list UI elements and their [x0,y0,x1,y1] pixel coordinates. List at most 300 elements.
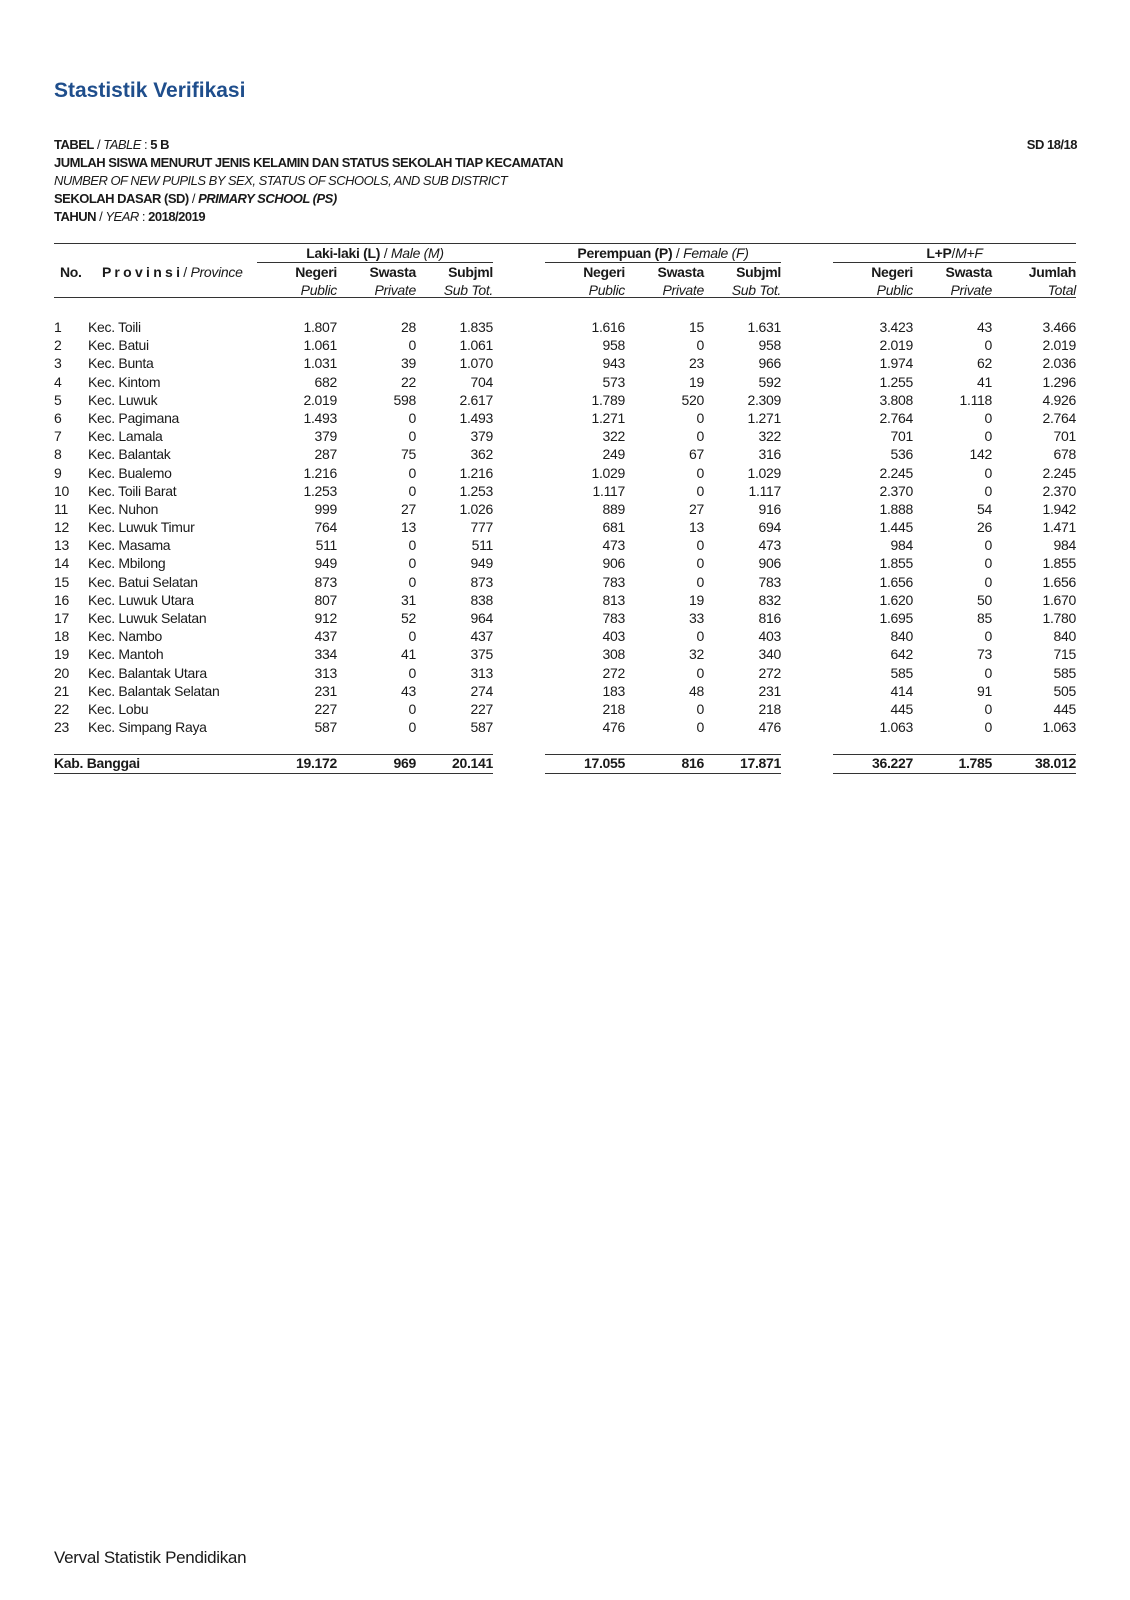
cell-t-pub: 642 [890,646,913,663]
cell-f-priv: 0 [696,464,704,481]
cell-t-tot: 1.855 [1042,555,1076,572]
cell-no: 7 [54,428,62,445]
cell-m-pub: 999 [314,500,337,517]
cell-no: 4 [54,373,62,390]
cell-name: Kec. Lamala [88,428,163,445]
cell-t-tot: 2.245 [1042,464,1076,481]
table-row [0,465,1130,483]
cell-m-sub: 437 [470,628,493,645]
cell-t-pub: 3.423 [879,319,913,335]
cell-f-priv: 48 [689,682,704,699]
cell-f-sub: 958 [758,337,781,354]
cell-m-sub: 1.253 [459,482,493,499]
male-heading-id: Laki-laki (L) [306,245,381,261]
cell-m-sub: 313 [470,664,493,681]
cell-name: Kec. Bualemo [88,464,172,481]
cell-no: 1 [54,319,62,335]
cell-f-pub: 218 [602,700,625,717]
female-heading-id: Perempuan (P) [577,245,673,261]
cell-t-tot: 585 [1053,664,1076,681]
cell-t-tot: 505 [1053,682,1076,699]
cell-f-sub: 473 [758,537,781,554]
table-row [0,610,1130,628]
cell-f-sub: 2.309 [747,391,781,408]
cell-t-pub: 1.656 [879,573,913,590]
cell-t-priv: 85 [977,610,992,626]
cell-f-pub: 813 [602,591,625,608]
cell-f-priv: 13 [689,519,704,536]
cell-f-pub: 403 [602,628,625,645]
cell-f-pub: 1.117 [592,482,625,499]
cell-t-priv: 0 [984,537,992,554]
cell-f-sub: 816 [758,610,781,626]
cell-no: 19 [54,646,69,663]
cell-m-sub: 873 [470,573,493,590]
cell-m-priv: 28 [401,319,416,335]
cell-f-pub: 183 [602,682,625,699]
cell-no: 13 [54,537,69,554]
cell-f-sub: 966 [758,355,781,372]
col-male-subtotal: Subjml [448,264,493,280]
cell-t-tot: 2.764 [1042,409,1076,426]
cell-no: 3 [54,355,62,372]
total-grand: 38.012 [1034,755,1076,771]
col-total-public: Negeri [871,264,913,280]
cell-m-sub: 949 [470,555,493,572]
cell-name: Kec. Batui [88,337,149,354]
cell-f-priv: 0 [696,664,704,681]
cell-f-priv: 0 [696,719,704,736]
total-rule-bottom-right [833,773,1076,774]
cell-m-priv: 52 [401,610,416,626]
cell-m-pub: 287 [314,446,337,463]
year-line: TAHUN / YEAR : 2018/2019 [54,209,206,224]
cell-m-sub: 964 [470,610,493,626]
cell-t-pub: 1.445 [879,519,913,536]
cell-name: Kec. Masama [88,537,171,554]
cell-f-sub: 906 [758,555,781,572]
cell-name: Kec. Simpang Raya [88,719,207,736]
cell-f-pub: 1.271 [591,409,625,426]
cell-m-sub: 274 [470,682,493,699]
table-row [0,683,1130,701]
table-label-line: TABEL / TABLE : 5 B [54,137,170,152]
cell-t-priv: 0 [984,719,992,736]
table-row [0,355,1130,373]
col-male-private: Swasta [369,264,416,280]
cell-name: Kec. Luwuk [88,391,158,408]
cell-f-priv: 27 [689,500,704,517]
cell-m-sub: 1.026 [459,500,493,517]
cell-t-priv: 43 [977,319,992,335]
col-female-public-en: Public [588,282,625,298]
col-total-private: Swasta [945,264,992,280]
cell-f-pub: 272 [602,664,625,681]
cell-f-sub: 832 [758,591,781,608]
cell-name: Kec. Luwuk Selatan [88,610,207,626]
cell-t-priv: 142 [969,446,992,463]
cell-no: 10 [54,482,69,499]
cell-f-pub: 473 [602,537,625,554]
table-row [0,519,1130,537]
cell-t-pub: 2.019 [879,337,913,354]
cell-f-sub: 316 [758,446,781,463]
total-female-subtotal: 17.871 [739,755,781,771]
cell-f-sub: 403 [758,628,781,645]
cell-t-tot: 701 [1053,428,1076,445]
cell-t-priv: 0 [984,573,992,590]
cell-name: Kec. Balantak Selatan [88,682,220,699]
cell-t-tot: 1.296 [1042,373,1076,390]
cell-t-pub: 2.370 [879,482,913,499]
col-male-public-en: Public [300,282,337,298]
cell-m-sub: 375 [470,646,493,663]
cell-t-priv: 0 [984,700,992,717]
cell-m-pub: 231 [314,682,337,699]
cell-f-pub: 1.029 [591,464,625,481]
cell-m-priv: 43 [401,682,416,699]
cell-no: 2 [54,337,62,354]
cell-m-priv: 0 [408,337,416,354]
cell-no: 8 [54,446,62,463]
cell-no: 12 [54,519,69,536]
cell-t-priv: 0 [984,555,992,572]
cell-t-tot: 2.370 [1042,482,1076,499]
cell-t-pub: 3.808 [879,391,913,408]
cell-t-pub: 2.764 [879,409,913,426]
table-row [0,501,1130,519]
cell-f-pub: 322 [602,428,625,445]
cell-f-pub: 958 [602,337,625,354]
cell-t-priv: 54 [977,500,992,517]
cell-m-priv: 75 [401,446,416,463]
table-row [0,719,1130,737]
cell-no: 16 [54,591,69,608]
cell-f-priv: 0 [696,482,704,499]
cell-f-sub: 1.117 [748,482,781,499]
school-level-line: SEKOLAH DASAR (SD) / PRIMARY SCHOOL (PS) [54,191,337,206]
cell-m-sub: 1.216 [459,464,493,481]
table-row [0,574,1130,592]
cell-t-priv: 0 [984,409,992,426]
cell-f-sub: 916 [758,500,781,517]
cell-no: 17 [54,610,69,626]
cell-m-priv: 27 [401,500,416,517]
cell-m-priv: 0 [408,555,416,572]
cell-f-priv: 0 [696,555,704,572]
table-row [0,628,1130,646]
cell-f-pub: 573 [602,373,625,390]
cell-t-pub: 984 [890,537,913,554]
cell-t-tot: 984 [1053,537,1076,554]
cell-m-pub: 1.031 [303,355,337,372]
page-title: Stastistik Verifikasi [54,79,246,102]
cell-m-pub: 873 [314,573,337,590]
cell-f-priv: 19 [689,373,704,390]
cell-m-pub: 313 [314,664,337,681]
cell-t-pub: 1.974 [879,355,913,372]
cell-m-priv: 0 [408,464,416,481]
table-title-en: NUMBER OF NEW PUPILS BY SEX, STATUS OF SCHOOLS, AND SUB DISTRICT [54,173,508,188]
cell-t-tot: 1.780 [1042,610,1076,626]
female-group-heading: Perempuan (P) / Female (F) [577,245,749,261]
cell-t-tot: 1.471 [1042,519,1076,536]
cell-f-priv: 520 [681,391,704,408]
cell-m-pub: 334 [314,646,337,663]
total-all-public: 36.227 [871,755,913,771]
cell-m-pub: 587 [314,719,337,736]
cell-name: Kec. Toili Barat [88,482,177,499]
total-name: Kab. Banggai [54,755,140,771]
total-rule-bottom-mid [545,773,781,774]
cell-t-tot: 715 [1053,646,1076,663]
cell-f-sub: 340 [758,646,781,663]
cell-f-priv: 0 [696,337,704,354]
cell-f-sub: 322 [758,428,781,445]
col-grand-total: Jumlah [1028,264,1076,280]
cell-m-pub: 1.807 [303,319,337,335]
cell-m-sub: 838 [470,591,493,608]
cell-t-priv: 41 [977,373,992,390]
cell-t-pub: 1.255 [879,373,913,390]
cell-f-pub: 476 [602,719,625,736]
cell-name: Kec. Pagimana [88,409,180,426]
female-heading-en: Female (F) [683,245,749,261]
cell-t-pub: 585 [890,664,913,681]
cell-m-sub: 227 [470,700,493,717]
cell-f-pub: 783 [602,610,625,626]
cell-m-sub: 1.835 [459,319,493,335]
cell-t-priv: 50 [977,591,992,608]
year-value: 2018/2019 [148,209,206,224]
total-heading-id: L+P [926,245,952,261]
cell-f-pub: 308 [602,646,625,663]
col-female-private: Swasta [657,264,704,280]
col-no: No. [60,264,82,280]
cell-f-pub: 889 [602,500,625,517]
cell-t-priv: 62 [977,355,992,372]
cell-m-sub: 511 [471,537,493,554]
cell-f-pub: 249 [602,446,625,463]
cell-m-priv: 22 [401,373,416,390]
cell-f-priv: 0 [696,700,704,717]
cell-t-tot: 4.926 [1042,391,1076,408]
cell-f-priv: 67 [689,446,704,463]
cell-name: Kec. Kintom [88,373,161,390]
cell-t-pub: 840 [890,628,913,645]
cell-m-sub: 1.061 [459,337,493,354]
cell-f-sub: 231 [758,682,781,699]
table-row [0,337,1130,355]
cell-m-priv: 31 [401,591,416,608]
cell-t-priv: 0 [984,664,992,681]
male-group-heading: Laki-laki (L) / Male (M) [306,245,444,261]
cell-t-pub: 445 [890,700,913,717]
cell-t-priv: 91 [977,682,992,699]
female-group-rule [545,262,781,263]
cell-m-pub: 1.216 [303,464,337,481]
col-female-private-en: Private [662,282,704,298]
cell-name: Kec. Luwuk Timur [88,519,195,536]
cell-m-priv: 0 [408,573,416,590]
cell-t-pub: 1.888 [879,500,913,517]
total-female-private: 816 [681,755,704,771]
cell-no: 23 [54,719,69,736]
total-rule-bottom-left [54,773,493,774]
cell-t-pub: 536 [890,446,913,463]
cell-m-pub: 227 [314,700,337,717]
cell-m-priv: 41 [401,646,416,663]
col-male-subtotal-en: Sub Tot. [443,282,493,298]
table-row [0,446,1130,464]
cell-f-priv: 15 [689,319,704,335]
cell-name: Kec. Luwuk Utara [88,591,194,608]
male-group-rule [257,262,493,263]
cell-f-pub: 906 [602,555,625,572]
cell-m-pub: 1.493 [303,409,337,426]
cell-m-pub: 912 [314,610,337,626]
cell-m-sub: 587 [470,719,493,736]
cell-t-priv: 0 [984,428,992,445]
cell-t-priv: 0 [984,482,992,499]
cell-f-sub: 1.271 [747,409,781,426]
cell-f-sub: 694 [758,519,781,536]
cell-m-priv: 13 [401,519,416,536]
cell-no: 6 [54,409,62,426]
table-row [0,319,1130,337]
cell-m-priv: 0 [408,719,416,736]
cell-t-priv: 1.118 [959,391,992,408]
page-footer: Verval Statistik Pendidikan [54,1548,247,1567]
cell-name: Kec. Nambo [88,628,163,645]
school-level-en: PRIMARY SCHOOL (PS) [198,191,337,206]
cell-t-pub: 1.620 [879,591,913,608]
cell-f-sub: 272 [758,664,781,681]
table-row [0,483,1130,501]
male-heading-en: Male (M) [390,245,444,261]
cell-m-pub: 437 [314,628,337,645]
cell-t-pub: 1.063 [879,719,913,736]
cell-f-sub: 1.029 [747,464,781,481]
cell-m-priv: 0 [408,409,416,426]
year-label-en: YEAR [105,209,139,224]
cell-t-tot: 1.670 [1042,591,1076,608]
cell-t-priv: 0 [984,337,992,354]
cell-no: 11 [54,500,68,517]
cell-t-tot: 1.063 [1042,719,1076,736]
cell-m-sub: 362 [470,446,493,463]
cell-m-sub: 777 [470,519,493,536]
cell-name: Kec. Toili [88,319,141,335]
cell-t-tot: 1.942 [1042,500,1076,517]
cell-f-priv: 0 [696,537,704,554]
cell-f-pub: 783 [602,573,625,590]
cell-no: 14 [54,555,69,572]
cell-m-priv: 0 [408,537,416,554]
cell-no: 5 [54,391,62,408]
table-row [0,392,1130,410]
table-row [0,592,1130,610]
cell-t-priv: 73 [977,646,992,663]
table-row [0,646,1130,664]
cell-m-sub: 2.617 [459,391,493,408]
cell-m-pub: 1.253 [303,482,337,499]
cell-name: Kec. Batui Selatan [88,573,198,590]
col-province: P r o v i n s i / Province [102,264,243,280]
cell-m-priv: 0 [408,628,416,645]
col-female-public: Negeri [583,264,625,280]
table-row [0,374,1130,392]
table-label: TABEL [54,137,94,152]
cell-f-sub: 218 [758,700,781,717]
cell-m-pub: 379 [314,428,337,445]
table-row [0,701,1130,719]
cell-f-pub: 1.789 [591,391,625,408]
cell-m-sub: 1.070 [459,355,493,372]
cell-f-sub: 592 [758,373,781,390]
school-level-id: SEKOLAH DASAR (SD) [54,191,189,206]
cell-t-tot: 1.656 [1042,573,1076,590]
total-row [0,755,1130,773]
col-total-public-en: Public [876,282,913,298]
total-all-private: 1.785 [958,755,992,771]
table-row [0,537,1130,555]
col-male-private-en: Private [374,282,416,298]
cell-t-priv: 26 [977,519,992,536]
table-row [0,555,1130,573]
cell-t-pub: 701 [890,428,913,445]
cell-name: Kec. Balantak Utara [88,664,207,681]
cell-name: Kec. Lobu [88,700,149,717]
cell-m-priv: 0 [408,700,416,717]
cell-name: Kec. Nuhon [88,500,159,517]
table-code: SD 18/18 [1026,137,1077,152]
table-row [0,665,1130,683]
cell-m-priv: 598 [393,391,416,408]
col-male-public: Negeri [295,264,337,280]
cell-name: Kec. Mantoh [88,646,164,663]
year-label: TAHUN [54,209,97,224]
cell-m-pub: 949 [314,555,337,572]
cell-name: Kec. Mbilong [88,555,166,572]
total-heading-en: M+F [955,245,983,261]
cell-t-tot: 840 [1053,628,1076,645]
cell-t-tot: 445 [1053,700,1076,717]
cell-f-sub: 1.631 [747,319,781,335]
cell-no: 22 [54,700,69,717]
col-grand-total-en: Total [1047,282,1076,298]
cell-t-pub: 1.695 [879,610,913,626]
cell-f-pub: 943 [602,355,625,372]
cell-f-priv: 19 [689,591,704,608]
table-row [0,428,1130,446]
cell-name: Kec. Balantak [88,446,171,463]
cell-m-pub: 764 [314,519,337,536]
cell-m-priv: 0 [408,664,416,681]
cell-t-tot: 2.019 [1042,337,1076,354]
table-label-en: TABLE [103,137,141,152]
cell-m-pub: 807 [314,591,337,608]
total-male-private: 969 [393,755,416,771]
cell-f-priv: 23 [689,355,704,372]
cell-f-pub: 1.616 [591,319,625,335]
cell-m-sub: 704 [470,373,493,390]
table-number: 5 B [150,137,170,152]
total-male-public: 19.172 [295,755,337,771]
cell-m-sub: 1.493 [459,409,493,426]
header-top-rule [54,243,1076,244]
cell-f-priv: 0 [696,573,704,590]
